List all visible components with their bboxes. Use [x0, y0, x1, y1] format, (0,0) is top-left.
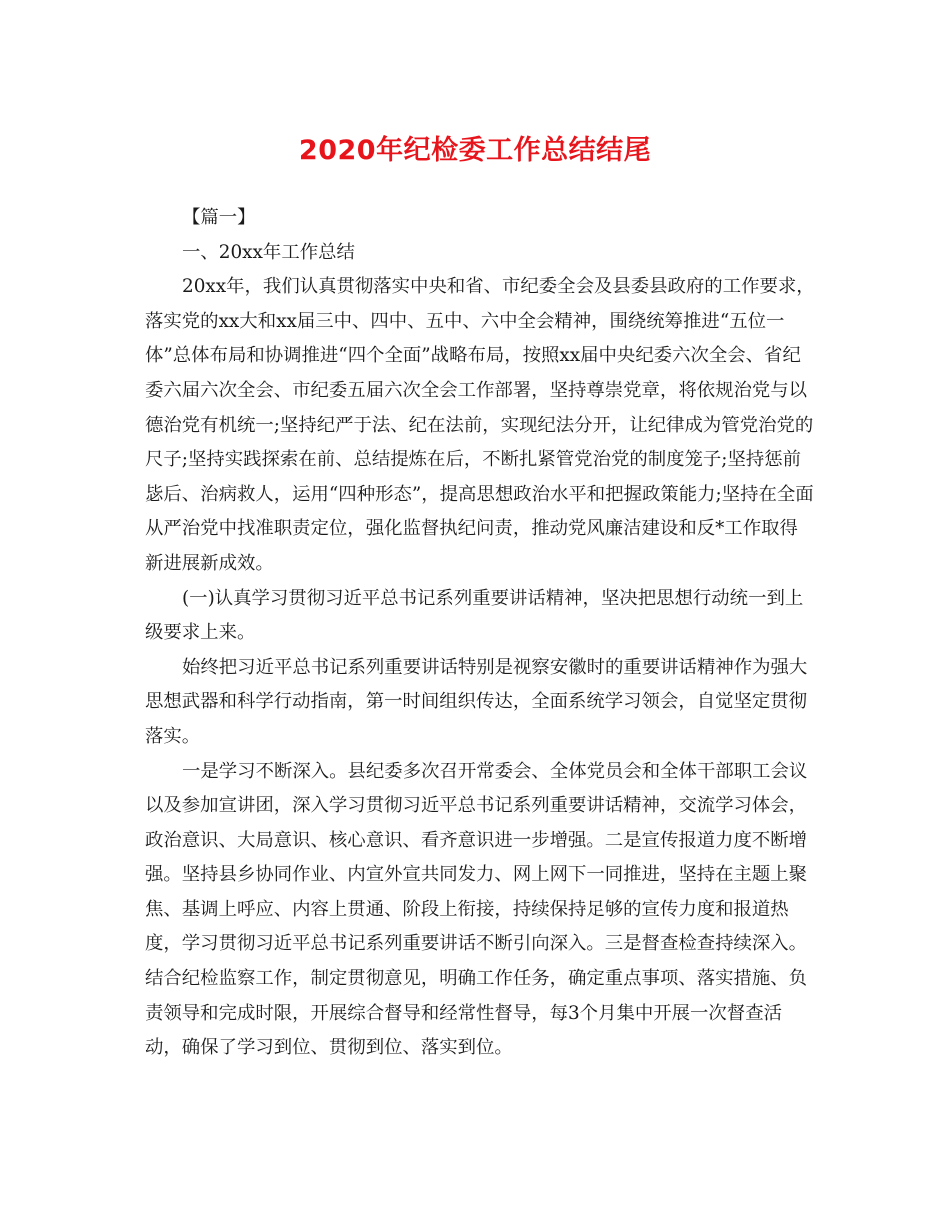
section-marker: 【篇一】 — [182, 207, 256, 228]
body-paragraph: 始终把习近平总书记系列重要讲话特别是视察安徽时的重要讲话精神作为强大思想武器和科学行动指南，第一时间组织传达，全面系统学习领会，自觉坚定贯彻落实。 — [145, 656, 808, 747]
document-title: 2020年纪检委工作总结结尾 — [298, 135, 652, 166]
body-paragraph: 一是学习不断深入。县纪委多次召开常委会、全体党员会和全体干部职工会议以及参加宣讲团，深入学习贯彻习近平总书记系列重要讲话精神，交流学习体会，政治意识、大局意识、核心意识、看齐意识进一步增强。二是宣传报道力度不断增强。坚持县乡协同作业、内宣外宣共同发力、网上网下一同推进，坚持在主题上聚焦、基调上呼应、内容上贯通、阶段上衔接，持续保持足够的宣传力度和报道热度，学习贯彻习近平总书记系列重要讲话不断引向深入。三是督查检查持续深入。结合纪检监察工作，制定贯彻意见，明确工作任务，确定重点事项、落实措施、负责领导和完成时限，开展综合督导和经常性督导，每3个月集中开展一次督查活动，确保了学习到位、贯彻到位、落实到位。 — [145, 760, 808, 1059]
body-paragraph: 20xx年，我们认真贯彻落实中央和省、市纪委全会及县委县政府的工作要求，落实党的xx大和xx届三中、四中、五中、六中全会精神，围绕统筹推进“五位一体”总体布局和协调推进“四个全面”战略布局，按照xx届中央纪委六次全会、省纪委六届六次全会、市纪委五届六次全会工作部署，坚持尊崇党章，将依规治党与以德治党有机统一;坚持纪严于法、纪在法前，实现纪法分开，让纪律成为管党治党的尺子;坚持实践探索在前、总结提炼在后，不断扎紧管党治党的制度笼子;坚持惩前毖后、治病救人，运用“四种形态”，提高思想政治水平和把握政策能力;坚持在全面从严治党中找准职责定位，强化监督执纪问责，推动党风廉洁建设和反*工作取得新进展新成效。 — [145, 276, 815, 574]
section-heading: 一、20xx年工作总结 — [182, 241, 355, 263]
document-body — [145, 201, 815, 1066]
subsection-heading: (一)认真学习贯彻习近平总书记系列重要讲话精神，坚决把思想行动统一到上级要求上来。 — [145, 587, 804, 644]
